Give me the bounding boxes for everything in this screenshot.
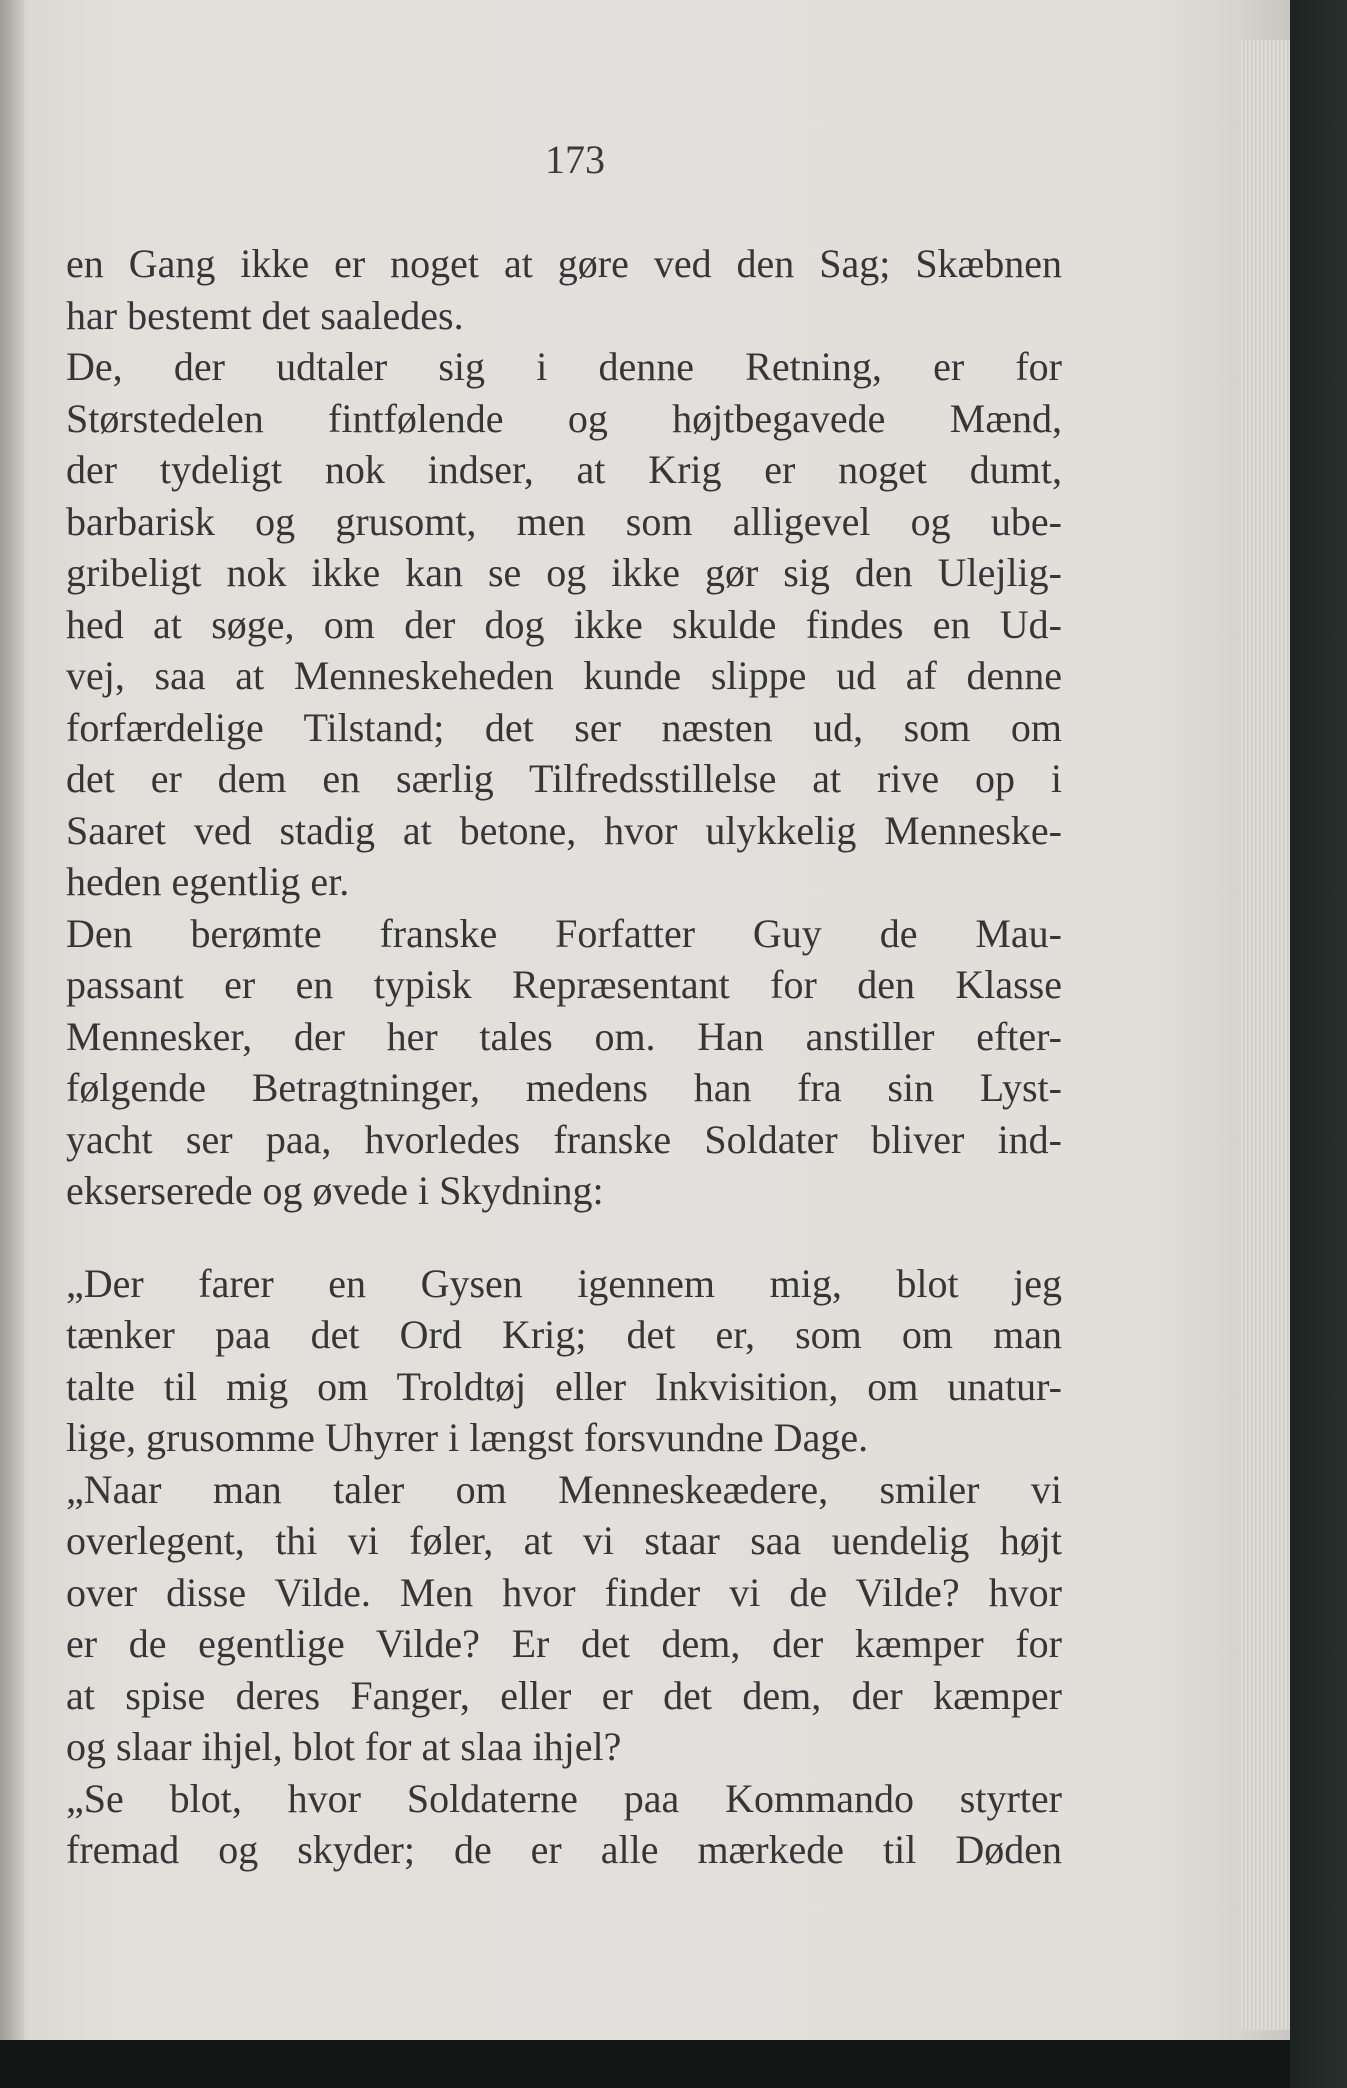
- text-line: har bestemt det saaledes.: [66, 292, 464, 338]
- text-line: lige, grusomme Uhyrer i længst forsvundne Dage.: [66, 1415, 869, 1460]
- text-line: Mennesker, der her tales om. Han anstiller efter-: [66, 1013, 1062, 1059]
- text-line: barbarisk og grusomt, men som alligevel og ube-: [66, 498, 1062, 544]
- text-line: at spise deres Fanger, eller er det dem, der kæmper: [66, 1672, 1062, 1718]
- text-line: gribeligt nok ikke kan se og ikke gør sig den Ulejlig-: [66, 550, 1062, 595]
- text-line: ekserserede og øvede i Skydning:: [66, 1168, 604, 1213]
- text-line: det er dem en særlig Tilfredsstillelse at rive op i: [66, 756, 1062, 801]
- text-line: og slaar ihjel, blot for at slaa ihjel?: [66, 1724, 622, 1769]
- text-line: er de egentlige Vilde? Er det dem, der kæmper for: [66, 1621, 1062, 1666]
- text-line: tænker paa det Ord Krig; det er, som om man: [66, 1312, 1062, 1357]
- text-line: De, der udtaler sig i denne Retning, er for: [66, 344, 1062, 389]
- text-line: talte til mig om Troldtøj eller Inkvisition, om unatur-: [66, 1363, 1062, 1409]
- text-line: „Se blot, hvor Soldaterne paa Kommando styrter: [66, 1775, 1062, 1821]
- bottom-shadow: [0, 2040, 1290, 2088]
- text-line: „Naar man taler om Menneskeædere, smiler vi: [66, 1466, 1062, 1512]
- text-line: en Gang ikke er noget at gøre ved den Sag; Skæbnen: [66, 241, 1062, 286]
- text-line: Den berømte franske Forfatter Guy de Mau-: [66, 910, 1062, 956]
- text-line: fremad og skyder; de er alle mærkede til Døden: [66, 1827, 1062, 1872]
- page-number: 173: [545, 137, 605, 182]
- text-line: der tydeligt nok indser, at Krig er noget dumt,: [66, 447, 1062, 492]
- page-gutter: [0, 0, 24, 2040]
- text-line: hed at søge, om der dog ikke skulde findes en Ud-: [66, 601, 1062, 647]
- text-line: yacht ser paa, hvorledes franske Soldater bliver ind-: [66, 1116, 1062, 1162]
- text-line: over disse Vilde. Men hvor finder vi de Vilde? hvor: [66, 1569, 1062, 1615]
- text-line: følgende Betragtninger, medens han fra sin Lyst-: [66, 1065, 1062, 1110]
- text-line: Størstedelen fintfølende og højtbegavede Mænd,: [66, 395, 1062, 441]
- text-line: „Der farer en Gysen igennem mig, blot jeg: [66, 1260, 1062, 1306]
- text-line: overlegent, thi vi føler, at vi staar saa uendelig højt: [66, 1518, 1062, 1563]
- text-line: passant er en typisk Repræsentant for den Klasse: [66, 962, 1062, 1007]
- text-line: Saaret ved stadig at betone, hvor ulykkelig Menneske-: [66, 807, 1062, 853]
- text-line: forfærdelige Tilstand; det ser næsten ud, som om: [66, 704, 1062, 750]
- text-line: heden egentlig er.: [66, 859, 350, 904]
- text-line: vej, saa at Menneskeheden kunde slippe ud af denne: [66, 653, 1062, 698]
- page-edge: [1240, 40, 1290, 2030]
